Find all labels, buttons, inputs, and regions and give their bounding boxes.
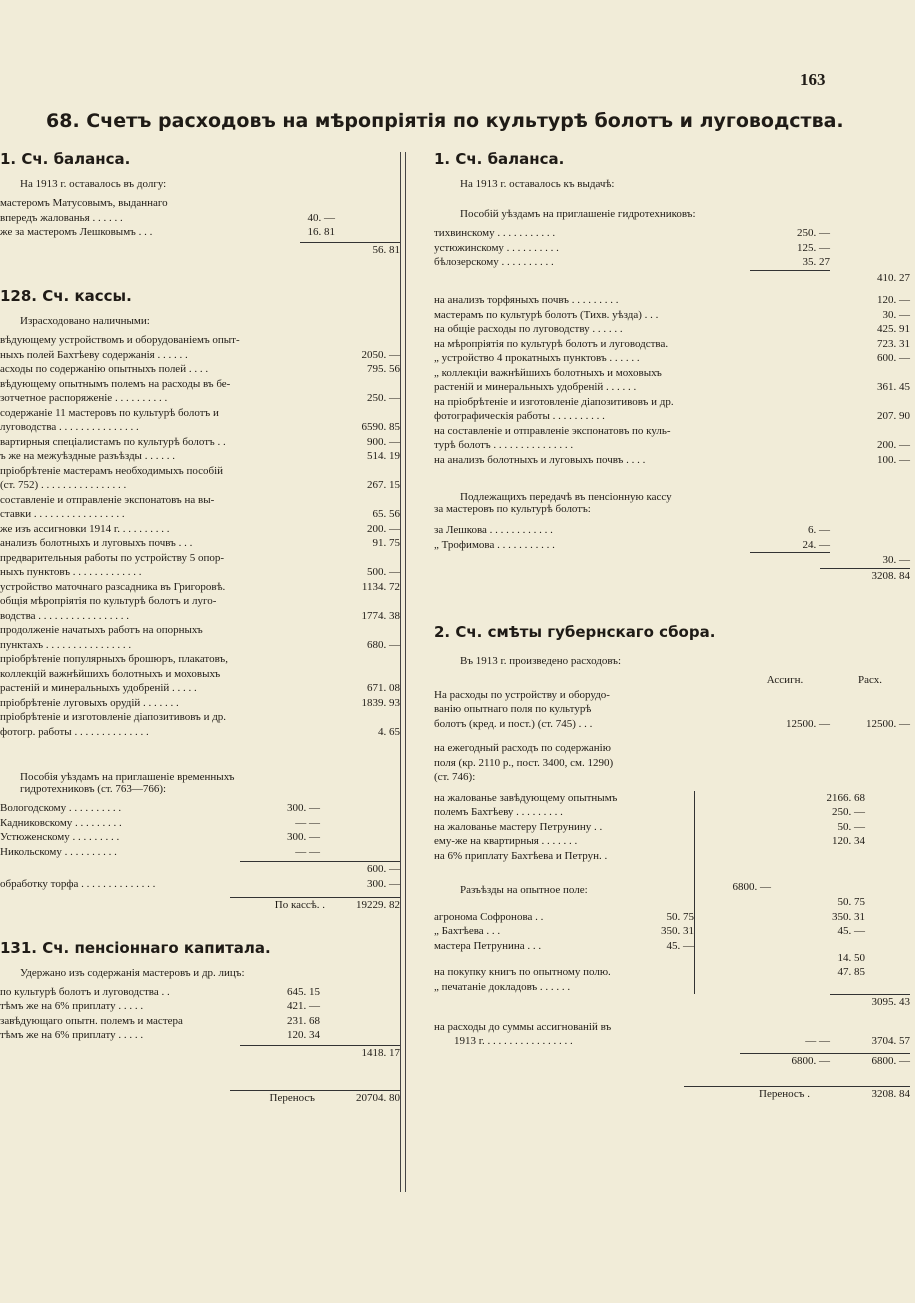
- ledger-row: [434, 791, 694, 806]
- ledger-row: [0, 816, 400, 831]
- row-label: продолженіе начатыхъ работъ на опорныхъ: [0, 624, 203, 636]
- row-value: 250. —: [367, 392, 400, 404]
- row-value-2: [335, 196, 400, 211]
- spent-value: 47. 85: [837, 966, 865, 978]
- row-label: на составленіе и отправленіе экспонатовъ по куль-: [434, 424, 671, 437]
- row-label: (ст. 752) . . . . . . . . . . . . . . . .: [0, 479, 127, 491]
- row-value: [335, 652, 400, 667]
- left-balance-subtitle: На 1913 г. оставалось въ долгу:: [20, 178, 167, 190]
- left-balance-total: 56. 81: [300, 242, 400, 258]
- ledger-row: [0, 435, 400, 450]
- ledger-row: [0, 696, 400, 711]
- row-value: 1774. 38: [361, 609, 400, 622]
- ledger-row: [0, 348, 400, 363]
- row-label: зотчетное распоряженіе . . . . . . . . . .: [0, 392, 168, 404]
- ledger-row: [434, 965, 694, 980]
- row-value: [335, 623, 400, 638]
- row-label: устройство маточнаго разсадника въ Григоровѣ.: [0, 580, 226, 593]
- spent-value: 2166. 68: [826, 791, 865, 804]
- row-label: на жалованье мастеру Петрунину . .: [434, 820, 603, 833]
- ledger-row: [434, 226, 830, 241]
- right-remaining-assigned: — —: [805, 1035, 830, 1047]
- row-value: 300. —: [287, 831, 320, 843]
- spent-value: 50. —: [837, 820, 865, 833]
- ledger-row: [0, 406, 400, 421]
- row-label: по культурѣ болотъ и луговодства . .: [0, 985, 170, 998]
- spent-value: 250. —: [832, 806, 865, 818]
- left-carry-value: 20704. 80: [356, 1092, 400, 1104]
- right-budget-line-2c: (ст. 746):: [434, 771, 476, 783]
- row-value: [335, 333, 400, 348]
- row-label: вѣдующему опытнымъ полемъ на расходы въ бе-: [0, 377, 231, 390]
- ledger-row: [0, 420, 400, 435]
- row-value: 4. 65: [378, 725, 400, 738]
- spacer: [785, 883, 865, 895]
- row-label: пріобрѣтеніе популярныхъ брошюръ, плакатовъ,: [0, 653, 228, 665]
- ledger-row: [0, 638, 400, 653]
- row-label: на общіе расходы по луговодству . . . . . .: [434, 323, 623, 335]
- row-value: 361. 45: [877, 381, 910, 393]
- ledger-row: [0, 464, 400, 479]
- ledger-row: [0, 507, 400, 522]
- right-section-balance-heading: 1. Сч. баланса.: [434, 150, 565, 168]
- row-value: 30. —: [882, 308, 910, 321]
- row-value-2: [335, 225, 400, 240]
- row-value: 300. —: [287, 802, 320, 814]
- ledger-row: [434, 820, 694, 835]
- row-value: 35. 27: [802, 256, 830, 268]
- row-value: [335, 377, 400, 392]
- row-label: коллекцій важнѣйшихъ болотныхъ и моховыхъ: [0, 667, 221, 680]
- right-trips-heading: Разъѣзды на опытное поле:: [460, 884, 588, 896]
- ledger-row: [0, 681, 400, 696]
- ledger-row: [434, 322, 910, 337]
- row-label: „ Бахтѣева . . .: [434, 925, 501, 937]
- right-budget-line-1b: ванію опытнаго поля по культурѣ: [434, 703, 592, 715]
- row-label: на покупку книгъ по опытному полю.: [434, 966, 611, 978]
- row-value: 231. 68: [287, 1014, 320, 1027]
- row-value: 16. 81: [307, 226, 335, 238]
- ledger-row: [0, 522, 400, 537]
- right-budget-line-1c: болотъ (кред. и пост.) (ст. 745) . . .: [434, 717, 593, 730]
- ledger-row: [0, 478, 400, 493]
- row-label: фотографическія работы . . . . . . . . . .: [434, 410, 605, 422]
- row-label: предварительныя работы по устройству 5 опор-: [0, 551, 225, 564]
- right-budget-line-1-spent: 12500. —: [866, 717, 910, 730]
- ledger-row: [434, 538, 830, 553]
- right-budget-line-2b: поля (кр. 2110 р., пост. 3400, см. 1290): [434, 756, 614, 769]
- left-section-balance-heading: 1. Сч. баланса.: [0, 150, 131, 168]
- row-label: тѣмъ же на 6% приплату . . . . .: [0, 1029, 144, 1041]
- row-label: мастерамъ по культурѣ болотъ (Тихв. уѣзда) . . .: [434, 308, 659, 321]
- ledger-row: [434, 293, 910, 308]
- row-value: 645. 15: [287, 985, 320, 998]
- ledger-row: [434, 924, 694, 939]
- ledger-row: [0, 449, 400, 464]
- row-label: растеній и минеральныхъ удобреній . . . . .: [0, 682, 197, 694]
- right-pension-total: 30. —: [882, 554, 910, 566]
- ledger-row: [434, 939, 694, 954]
- right-pension-subtitle: Подлежащихъ передачѣ въ пенсіонную кассу: [460, 491, 672, 503]
- ledger-row: [434, 255, 830, 270]
- ledger-row: [434, 308, 910, 323]
- left-subsidy-rows: [0, 801, 400, 859]
- row-label: же изъ ассигновки 1914 г. . . . . . . . . .: [0, 522, 170, 535]
- row-label: общія мѣропріятія по культурѣ болотъ и луго-: [0, 595, 217, 607]
- row-value: 500. —: [367, 566, 400, 578]
- row-value: 207. 90: [877, 410, 910, 422]
- row-label: же за мастеромъ Лешковымъ . . .: [0, 226, 153, 238]
- left-carry-label: Переносъ: [269, 1092, 315, 1104]
- row-value: 2050. —: [361, 348, 400, 361]
- ledger-row: [434, 438, 910, 453]
- row-value: [335, 667, 400, 682]
- spent-value: 14. 50: [837, 951, 865, 964]
- right-remaining-line-2: 1913 г. . . . . . . . . . . . . . . . .: [454, 1035, 573, 1047]
- ledger-row: [434, 351, 910, 366]
- page-number: 163: [800, 70, 826, 89]
- ledger-row: [0, 985, 400, 1000]
- right-total-spent: 6800. —: [830, 1053, 910, 1069]
- right-section-budget-heading: 2. Сч. смѣты губернскаго сбора.: [434, 623, 716, 641]
- row-value-2: [335, 211, 400, 226]
- row-label: луговодства . . . . . . . . . . . . . . .: [0, 421, 139, 433]
- ledger-row: [434, 849, 694, 864]
- right-books-rows: [434, 965, 694, 994]
- row-value: 120. 34: [287, 1029, 320, 1041]
- ledger-row: [0, 580, 400, 595]
- ledger-row: [0, 845, 400, 860]
- row-label: Кадниковскому . . . . . . . . .: [0, 816, 122, 829]
- row-label: на мѣропріятія по культурѣ болотъ и луговодства.: [434, 337, 669, 350]
- ledger-row: [0, 333, 400, 348]
- left-section-pension-heading: 131. Сч. пенсіоннаго капитала.: [0, 938, 271, 957]
- row-value: 671. 08: [367, 682, 400, 694]
- row-value: [335, 710, 400, 725]
- row-value: 421. —: [287, 1000, 320, 1012]
- ledger-row: [0, 565, 400, 580]
- row-label: мастера Петрунина . . .: [434, 939, 542, 952]
- right-pension-rows: [434, 523, 910, 552]
- row-label: ъ же на межуѣздные разъѣзды . . . . . .: [0, 450, 175, 462]
- row-label: „ Трофимова . . . . . . . . . . .: [434, 538, 555, 551]
- right-trip-rows: [434, 910, 694, 954]
- spent-value: 350. 31: [832, 910, 865, 923]
- right-balance-grand-total: 3208. 84: [820, 568, 910, 584]
- left-cash-rows: [0, 333, 400, 739]
- left-subsidy-total: 600. —: [240, 861, 400, 877]
- row-label: турѣ болотъ . . . . . . . . . . . . . . .: [434, 439, 574, 451]
- row-value: 1839. 93: [361, 696, 400, 709]
- row-value: 6. —: [808, 524, 830, 536]
- row-label: вѣдующему устройствомъ и оборудованіемъ опыт-: [0, 334, 240, 346]
- row-label: содержаніе 11 мастеровъ по культурѣ болотъ и: [0, 406, 219, 419]
- ledger-row: [0, 391, 400, 406]
- right-budget-line-1-assigned: 12500. —: [786, 717, 830, 730]
- spent-value: 50. 75: [837, 896, 865, 908]
- row-label: на 6% приплату Бахтѣева и Петрун. .: [434, 849, 608, 862]
- row-value: 514. 19: [367, 450, 400, 462]
- row-value: 6590. 85: [361, 421, 400, 433]
- ledger-row: [0, 830, 400, 845]
- row-value: [335, 493, 400, 508]
- ledger-row: [434, 395, 910, 410]
- row-label: анализъ болотныхъ и луговыхъ почвъ . . .: [0, 537, 193, 549]
- right-carry-label: Переносъ .: [759, 1088, 810, 1100]
- ledger-row: [434, 380, 910, 395]
- right-salary-brace: [434, 791, 695, 995]
- row-label: ставки . . . . . . . . . . . . . . . . .: [0, 508, 125, 520]
- row-label: мастеромъ Матусовымъ, выданнаго: [0, 197, 168, 209]
- ledger-row: [434, 980, 694, 995]
- row-label: „ печатаніе докладовъ . . . . . .: [434, 980, 571, 993]
- right-col-spent-header: Расх.: [858, 674, 882, 686]
- ledger-row: [434, 241, 830, 256]
- row-label: за Лешкова . . . . . . . . . . . .: [434, 524, 553, 536]
- ledger-row: [0, 551, 400, 566]
- right-budget-line-1: На расходы по устройству и оборудо-: [434, 688, 610, 701]
- spacer: [785, 849, 865, 869]
- row-value: 250. —: [797, 227, 830, 239]
- row-label: „ устройство 4 прокатныхъ пунктовъ . . . . . .: [434, 352, 640, 364]
- page-title: 68. Счетъ расходовъ на мѣропріятія по культурѣ болотъ и луговодства.: [46, 110, 844, 132]
- row-mid-value: 45. —: [666, 939, 694, 952]
- row-label: бѣлозерскому . . . . . . . . . .: [434, 256, 554, 268]
- spacer: [785, 869, 865, 884]
- row-label: растеній и минеральныхъ удобреній . . . . . .: [434, 381, 637, 393]
- right-remaining-spent: 3704. 57: [871, 1035, 910, 1047]
- row-value: 200. —: [367, 522, 400, 535]
- ledger-row: [0, 725, 400, 740]
- spent-value: 120. 34: [832, 835, 865, 847]
- row-value: 65. 56: [372, 508, 400, 520]
- ledger-row: [434, 834, 694, 849]
- ledger-row: [0, 493, 400, 508]
- ledger-row: [0, 225, 400, 240]
- left-balance-rows: [0, 196, 400, 240]
- left-cash-subtitle: Израсходовано наличными:: [20, 315, 150, 327]
- row-label: вартирныя спеціалистамъ по культурѣ болотъ . .: [0, 435, 226, 448]
- row-value: [335, 406, 400, 421]
- ledger-row: [434, 337, 910, 352]
- row-label: пунктахъ . . . . . . . . . . . . . . . .: [0, 638, 132, 651]
- left-pension-total: 1418. 17: [240, 1045, 400, 1061]
- left-cash-total: 19229. 82: [335, 897, 400, 913]
- left-column: [0, 150, 400, 1106]
- ledger-row: [0, 1014, 400, 1029]
- right-pension-subtitle-2: за мастеровъ по культурѣ болотъ:: [434, 503, 591, 515]
- ledger-row: [434, 453, 910, 468]
- ledger-row: [0, 999, 400, 1014]
- row-value: 40. —: [307, 211, 335, 224]
- right-salary-rows: [434, 791, 694, 864]
- row-value: [335, 594, 400, 609]
- left-subsidy-subtitle: Пособія уѣздамъ на приглашеніе временныхъ: [20, 771, 235, 783]
- row-label: Устюженскому . . . . . . . . .: [0, 831, 120, 843]
- right-misc-rows: [434, 293, 910, 467]
- row-label: впередъ жалованья . . . . . .: [0, 211, 123, 224]
- ledger-row: [0, 362, 400, 377]
- right-total-assigned: 6800. —: [740, 1053, 830, 1069]
- row-value: [845, 366, 910, 381]
- ledger-row: [0, 623, 400, 638]
- right-budget-line-2: на ежегодный расходъ по содержанію: [434, 742, 611, 754]
- row-label: ему-же на квартирныя . . . . . . .: [434, 835, 578, 847]
- row-label: тихвинскому . . . . . . . . . . .: [434, 227, 556, 239]
- row-value: [235, 196, 335, 211]
- row-value: 91. 75: [372, 537, 400, 549]
- left-pension-subtitle: Удержано изъ содержанія мастеровъ и др. лицъ:: [20, 966, 245, 979]
- right-trips-assigned: 6800. —: [732, 880, 771, 893]
- spacer: [785, 939, 865, 951]
- ledger-row: [434, 805, 694, 820]
- left-peat-label: обработку торфа . . . . . . . . . . . . . .: [0, 877, 156, 890]
- row-value: — —: [295, 816, 320, 829]
- ledger-row: [434, 910, 694, 925]
- spent-value: 45. —: [837, 925, 865, 937]
- row-label: агронома Софронова . .: [434, 910, 544, 923]
- row-label: водства . . . . . . . . . . . . . . . . .: [0, 609, 130, 622]
- row-value: 425. 91: [877, 323, 910, 335]
- row-label: асходы по содержанію опытныхъ полей . . . .: [0, 363, 209, 375]
- row-value: 125. —: [797, 241, 830, 254]
- right-budget-subtotal: 3095. 43: [830, 994, 910, 1010]
- row-label: на анализъ болотныхъ и луговыхъ почвъ . . . .: [434, 453, 646, 466]
- row-mid-value: 350. 31: [661, 925, 694, 937]
- right-remaining-line: на расходы до суммы ассигнованій въ: [434, 1020, 612, 1033]
- row-value: [335, 464, 400, 479]
- right-subsidy-subtitle: Пособій уѣздамъ на приглашеніе гидротехниковъ:: [460, 208, 696, 220]
- ledger-row: [0, 1028, 400, 1043]
- row-value: 900. —: [367, 435, 400, 448]
- row-value: 600. —: [877, 352, 910, 364]
- row-value: 267. 15: [367, 479, 400, 491]
- right-col-assigned-header: Ассигн.: [766, 674, 804, 686]
- row-value: 100. —: [877, 453, 910, 466]
- right-column: [410, 150, 910, 1102]
- row-label: Вологодскому . . . . . . . . . .: [0, 802, 122, 814]
- right-carry-value: 3208. 84: [871, 1088, 910, 1100]
- row-label: на пріобрѣтеніе и изготовленіе діапозитивовъ и др.: [434, 395, 674, 408]
- row-value: 723. 31: [877, 337, 910, 350]
- ledger-row: [0, 609, 400, 624]
- ledger-row: [0, 652, 400, 667]
- right-subsidy-rows: [434, 226, 910, 270]
- row-label: тѣмъ же на 6% приплату . . . . .: [0, 1000, 144, 1012]
- ledger-row: [434, 523, 830, 538]
- left-peat-value: 300. —: [367, 877, 400, 890]
- row-label: полемъ Бахтѣеву . . . . . . . . .: [434, 806, 563, 818]
- row-label: на жалованье завѣдующему опытнымъ: [434, 791, 618, 804]
- row-value: 1134. 72: [361, 580, 400, 593]
- row-value: [845, 395, 910, 410]
- row-value: [335, 551, 400, 566]
- row-label: устюжинскому . . . . . . . . . .: [434, 241, 559, 254]
- row-value: — —: [295, 845, 320, 858]
- row-value: [845, 424, 910, 439]
- row-value: 680. —: [367, 638, 400, 651]
- row-value: 200. —: [877, 439, 910, 451]
- row-label: пріобрѣтеніе луговыхъ орудій . . . . . . .: [0, 696, 179, 709]
- row-value: 24. —: [802, 538, 830, 551]
- row-label: Никольскому . . . . . . . . . .: [0, 845, 117, 858]
- row-label: ныхъ пунктовъ . . . . . . . . . . . . .: [0, 566, 142, 578]
- row-label: „ коллекціи важнѣйшихъ болотныхъ и моховыхъ: [434, 366, 662, 379]
- ledger-row: [434, 409, 910, 424]
- ledger-row: [0, 196, 400, 211]
- row-label: пріобрѣтеніе мастерамъ необходимыхъ пособій: [0, 464, 224, 477]
- column-divider: [400, 152, 406, 1192]
- left-cash-total-label: По кассѣ. .: [230, 897, 335, 913]
- row-label: пріобрѣтеніе и изготовленіе діапозитивовъ и др.: [0, 711, 227, 723]
- ledger-row: [0, 801, 400, 816]
- ledger-row: [0, 536, 400, 551]
- left-subsidy-subtitle-2: гидротехниковъ (ст. 763—766):: [20, 783, 167, 795]
- row-mid-value: 50. 75: [666, 910, 694, 923]
- row-label: завѣдующаго опытн. полемъ и мастера: [0, 1014, 183, 1027]
- right-budget-subtitle: Въ 1913 г. произведено расходовъ:: [460, 655, 622, 667]
- row-value: 120. —: [877, 294, 910, 306]
- ledger-row: [0, 377, 400, 392]
- row-label: фотогр. работы . . . . . . . . . . . . . .: [0, 725, 149, 738]
- ledger-row: [0, 710, 400, 725]
- row-label: составленіе и отправленіе экспонатовъ на вы-: [0, 493, 215, 506]
- ledger-row: [434, 424, 910, 439]
- right-balance-subtitle: На 1913 г. оставалось къ выдачѣ:: [460, 178, 615, 190]
- ledger-row: [0, 594, 400, 609]
- ledger-row: [434, 366, 910, 381]
- right-subsidy-total: 410. 27: [877, 271, 910, 284]
- ledger-row: [0, 211, 400, 226]
- right-spent-column: [785, 791, 865, 995]
- row-label: на анализъ торфяныхъ почвъ . . . . . . . . .: [434, 294, 619, 306]
- ledger-row: [0, 667, 400, 682]
- row-value: 795. 56: [367, 363, 400, 375]
- left-pension-rows: [0, 985, 400, 1043]
- left-section-cash-heading: 128. Сч. кассы.: [0, 287, 132, 305]
- row-label: ныхъ полей Бахтѣеву содержанія . . . . . .: [0, 348, 188, 361]
